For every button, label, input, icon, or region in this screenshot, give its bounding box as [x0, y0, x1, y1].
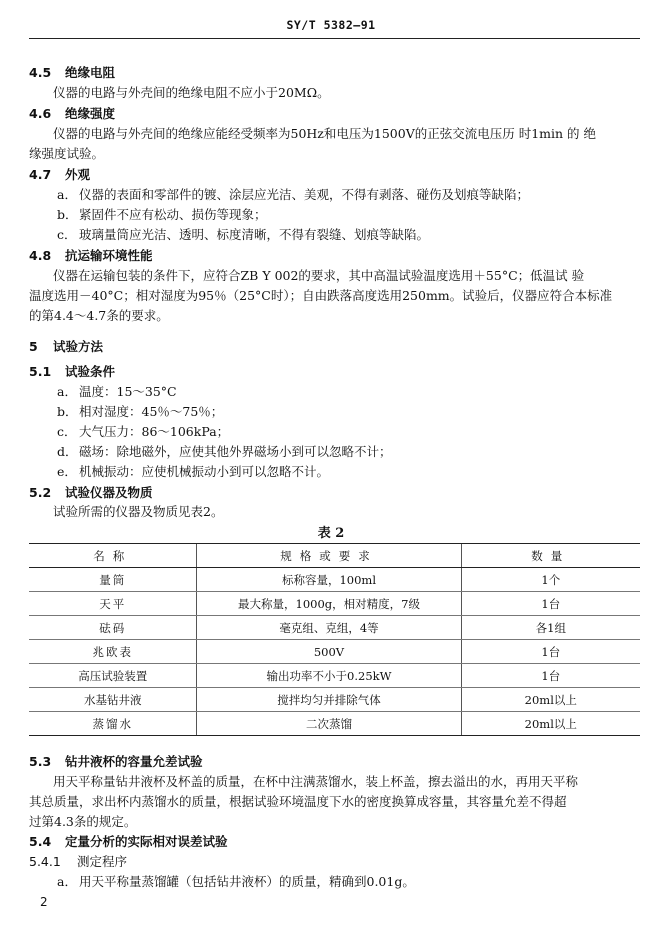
section-5-3-line-1: 用天平称量钻井液杯及杯盖的质量，在杯中注满蒸馏水，装上杯盖，擦去溢出的水，再用天平称 [53, 774, 579, 789]
section-5-4-heading: 5.4 定量分析的实际相对误差试验 [29, 834, 228, 849]
section-4-7-heading: 4.7 外观 [29, 167, 91, 182]
table-row [29, 664, 640, 688]
table-cell: 1台 [461, 664, 640, 688]
table-cell: 20ml以上 [461, 712, 640, 736]
table-cell: 标称容量，100ml [197, 568, 461, 592]
table-row [29, 640, 640, 664]
list-item: c． 大气压力：86～106kPa； [57, 424, 230, 439]
section-4-8-heading: 4.8 抗运输环境性能 [29, 248, 153, 263]
section-4-6-line-2: 缘强度试验。 [29, 146, 105, 161]
section-5-3-heading: 5.3 钻井液杯的容量允差试验 [29, 754, 203, 769]
standard-code-header: SY/T 5382—91 [286, 18, 376, 32]
table-cell: 1个 [461, 568, 640, 592]
table-cell: 量筒 [29, 568, 197, 592]
table-cell: 输出功率不小于0.25kW [197, 664, 461, 688]
section-5-heading: 5 试验方法 [29, 339, 104, 354]
table-cell: 蒸馏水 [29, 712, 197, 736]
list-item: c． 玻璃量筒应光洁、透明、标度清晰，不得有裂缝、划痕等缺陷。 [57, 227, 430, 242]
list-item: a． 用天平称量蒸馏罐（包括钻井液杯）的质量，精确到0.01g。 [57, 874, 415, 889]
section-5-1-heading: 5.1 试验条件 [29, 364, 116, 379]
column-header-quantity: 数量 [461, 544, 640, 568]
table-row [29, 712, 640, 736]
table-cell: 1台 [461, 592, 640, 616]
table-cell: 1台 [461, 640, 640, 664]
table-cell: 毫克组、克组，4等 [197, 616, 461, 640]
equipment-table [29, 544, 640, 736]
table-cell: 兆欧表 [29, 640, 197, 664]
column-header-name: 名称 [29, 544, 197, 568]
list-item: d．磁场：除地磁外，应使其他外界磁场小到可以忽略不计； [57, 444, 392, 459]
section-5-3-line-2: 其总质量，求出杯内蒸馏水的质量，根据试验环境温度下水的密度换算成容量，其容量允差不得超 [29, 794, 567, 809]
table-cell: 500V [197, 640, 461, 664]
column-header-spec: 规格或要求 [197, 544, 461, 568]
table-cell: 各1组 [461, 616, 640, 640]
list-item: a． 仪器的表面和零部件的镀、涂层应光洁、美观，不得有剥落、碰伤及划痕等缺陷； [57, 187, 530, 202]
header-rule [29, 38, 640, 39]
table-cell: 天平 [29, 592, 197, 616]
table-cell: 水基钻井液 [29, 688, 197, 712]
section-4-5-heading: 4.5 绝缘电阻 [29, 65, 116, 80]
section-4-5-body: 仪器的电路与外壳间的绝缘电阻不应小于20MΩ。 [53, 85, 330, 100]
table-cell: 二次蒸馏 [197, 712, 461, 736]
section-5-4-1-heading: 5.4.1 测定程序 [29, 854, 128, 869]
list-item: a． 温度：15～35°C [57, 384, 177, 399]
table-row [29, 592, 640, 616]
table-row [29, 568, 640, 592]
table-row [29, 688, 640, 712]
section-4-8-line-1: 仪器在运输包装的条件下，应符合ZB Y 002的要求，其中高温试验温度选用＋55°C；低温试 验 [53, 268, 585, 283]
table-cell: 砝码 [29, 616, 197, 640]
section-5-2-heading: 5.2 试验仪器及物质 [29, 485, 153, 500]
table-cell: 20ml以上 [461, 688, 640, 712]
table-row [29, 616, 640, 640]
section-5-3-line-3: 过第4.3条的规定。 [29, 814, 137, 829]
section-5-2-body: 试验所需的仪器及物质见表2。 [53, 504, 224, 519]
table-cell: 最大称量，1000g，相对精度，7级 [197, 592, 461, 616]
list-item: b．紧固件不应有松动、损伤等现象； [57, 207, 267, 222]
section-4-8-line-3: 的第4.4～4.7条的要求。 [29, 308, 169, 323]
list-item: e． 机械振动：应使机械振动小到可以忽略不计。 [57, 464, 330, 479]
table-cell: 搅拌均匀并排除气体 [197, 688, 461, 712]
list-item: b．相对湿度：45％～75％； [57, 404, 224, 419]
section-4-6-heading: 4.6 绝缘强度 [29, 106, 116, 121]
page-number: 2 [40, 895, 48, 909]
table-caption: 表 2 [317, 526, 345, 541]
table-header-row [29, 544, 640, 568]
table-cell: 高压试验装置 [29, 664, 197, 688]
section-4-6-line-1: 仪器的电路与外壳间的绝缘应能经受频率为50Hz和电压为1500V的正弦交流电压历 时1min 的 绝 [53, 126, 597, 141]
section-4-8-line-2: 温度选用－40°C；相对湿度为95％（25°C时）；自由跌落高度选用250mm。试验后，仪器应符合本标准 [29, 288, 613, 303]
